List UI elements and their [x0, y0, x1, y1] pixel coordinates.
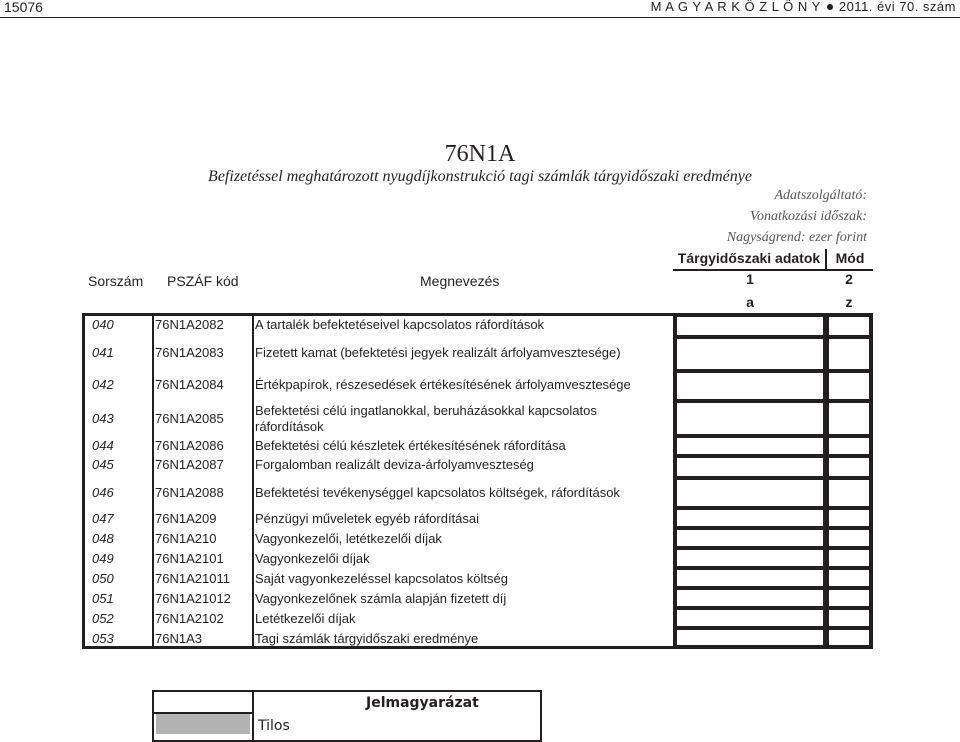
row-number: 047 — [92, 511, 114, 526]
row-number: 041 — [92, 345, 114, 360]
value-cell-2[interactable] — [827, 371, 871, 401]
value-cell-1[interactable] — [675, 401, 825, 436]
value-cell-1[interactable] — [675, 608, 825, 628]
page-number: 15076 — [4, 0, 43, 15]
value-cell-1[interactable] — [675, 478, 825, 508]
header-col-a: a — [746, 294, 754, 310]
row-number: 043 — [92, 411, 114, 426]
value-cell-1[interactable] — [675, 456, 825, 478]
row-name: Befektetési tevékenységgel kapcsolatos költségek, ráfordítások — [255, 485, 620, 500]
value-cell-2[interactable] — [827, 548, 871, 568]
header-mod: Mód — [825, 249, 873, 271]
row-name: Vagyonkezelőnek számla alapján fizetett díj — [255, 591, 507, 606]
row-name: Letétkezelői díjak — [255, 611, 356, 626]
form-code: 76N1A — [444, 141, 516, 167]
value-cell-1[interactable] — [675, 528, 825, 548]
row-number: 049 — [92, 551, 114, 566]
page-header — [0, 0, 960, 17]
row-number: 045 — [92, 457, 114, 472]
row-pszaf-code: 76N1A2101 — [155, 551, 224, 566]
header-divider — [0, 17, 960, 18]
column-divider — [152, 313, 154, 649]
value-cell-1[interactable] — [675, 568, 825, 588]
form-title: Befizetéssel meghatározott nyugdíjkonstrukció tagi számlák tárgyidőszaki eredménye — [208, 168, 752, 185]
row-pszaf-code: 76N1A2087 — [155, 457, 224, 472]
column-divider — [252, 313, 254, 649]
period-label: Vonatkozási időszak: — [749, 209, 867, 224]
value-cell-1[interactable] — [675, 371, 825, 401]
value-cell-2[interactable] — [827, 401, 871, 436]
value-cell-2[interactable] — [827, 436, 871, 456]
row-name: Befektetési célú ingatlanokkal, beruházásokkal kapcsolatos ráfordítások — [255, 403, 597, 434]
row-pszaf-code: 76N1A21012 — [155, 591, 231, 606]
row-number: 052 — [92, 611, 114, 626]
bullet-icon — [827, 4, 833, 10]
row-number: 046 — [92, 485, 114, 500]
row-name: Saját vagyonkezeléssel kapcsolatos költség — [255, 571, 508, 586]
row-name: Tagi számlák tárgyidőszaki eredménye — [255, 631, 479, 646]
row-pszaf-code: 76N1A2082 — [155, 317, 224, 332]
row-number: 042 — [92, 377, 114, 392]
row-number: 040 — [92, 317, 114, 332]
header-megnevezes: Megnevezés — [420, 273, 500, 289]
value-cell-1[interactable] — [675, 588, 825, 608]
row-name: A tartalék befektetéseivel kapcsolatos ráfordítások — [255, 317, 545, 332]
row-name: Forgalomban realizált deviza-árfolyamveszteség — [255, 457, 534, 472]
journal-name: M A G Y A R K Ö Z L Ö N Y — [650, 0, 821, 14]
row-name: Fizetett kamat (befektetési jegyek realizált árfolyamvesztesége) — [255, 345, 621, 360]
row-pszaf-code: 76N1A2085 — [155, 411, 224, 426]
legend-divider — [252, 692, 254, 740]
header-col-1: 1 — [746, 271, 754, 287]
row-name: Vagyonkezelői, letétkezelői díjak — [255, 531, 442, 546]
header-pszaf: PSZÁF kód — [167, 273, 239, 289]
unit-label: Nagyságrend: ezer forint — [726, 230, 867, 245]
row-pszaf-code: 76N1A21011 — [155, 571, 230, 586]
value-cell-2[interactable] — [827, 315, 871, 337]
value-cell-2[interactable] — [827, 568, 871, 588]
provider-label: Adatszolgáltató: — [774, 188, 867, 203]
value-cell-2[interactable] — [827, 608, 871, 628]
value-cell-2[interactable] — [827, 456, 871, 478]
row-pszaf-code: 76N1A3 — [155, 631, 202, 646]
issue-number: 2011. évi 70. szám — [838, 0, 956, 14]
value-cell-2[interactable] — [827, 478, 871, 508]
value-cell-1[interactable] — [675, 508, 825, 528]
legend-title: Jelmagyarázat — [366, 695, 479, 711]
row-number: 051 — [92, 591, 114, 606]
row-pszaf-code: 76N1A2083 — [155, 345, 224, 360]
header-col-2: 2 — [845, 271, 853, 287]
row-pszaf-code: 76N1A2088 — [155, 485, 224, 500]
value-cell-1[interactable] — [675, 337, 825, 371]
value-cell-1[interactable] — [675, 548, 825, 568]
value-cell-1[interactable] — [675, 315, 825, 337]
journal-title — [651, 0, 956, 14]
row-name: Értékpapírok, részesedések értékesítésének árfolyamvesztesége — [255, 377, 631, 392]
row-pszaf-code: 76N1A2102 — [155, 611, 224, 626]
row-number: 044 — [92, 438, 114, 453]
row-name: Vagyonkezelői díjak — [255, 551, 370, 566]
forbidden-swatch — [156, 714, 250, 734]
row-pszaf-code: 76N1A2084 — [155, 377, 224, 392]
header-targyidoszaki: Tárgyidőszaki adatok — [673, 249, 827, 271]
value-cell-1[interactable] — [675, 436, 825, 456]
row-pszaf-code: 76N1A2086 — [155, 438, 224, 453]
row-number: 048 — [92, 531, 114, 546]
value-cell-2[interactable] — [827, 508, 871, 528]
header-col-z: z — [845, 294, 853, 310]
row-name: Pénzügyi műveletek egyéb ráfordításai — [255, 511, 480, 526]
legend-item-label: Tilos — [258, 718, 290, 734]
row-pszaf-code: 76N1A210 — [155, 531, 217, 546]
value-cell-2[interactable] — [827, 337, 871, 371]
row-pszaf-code: 76N1A209 — [155, 511, 217, 526]
row-number: 053 — [92, 631, 114, 646]
value-cell-1[interactable] — [675, 628, 825, 647]
header-sorszam: Sorszám — [88, 273, 144, 289]
value-cell-2[interactable] — [827, 528, 871, 548]
row-name: Befektetési célú készletek értékesítésének ráfordítása — [255, 438, 566, 453]
row-number: 050 — [92, 571, 114, 586]
value-cell-2[interactable] — [827, 588, 871, 608]
legend — [152, 690, 542, 742]
value-cell-2[interactable] — [827, 628, 871, 647]
